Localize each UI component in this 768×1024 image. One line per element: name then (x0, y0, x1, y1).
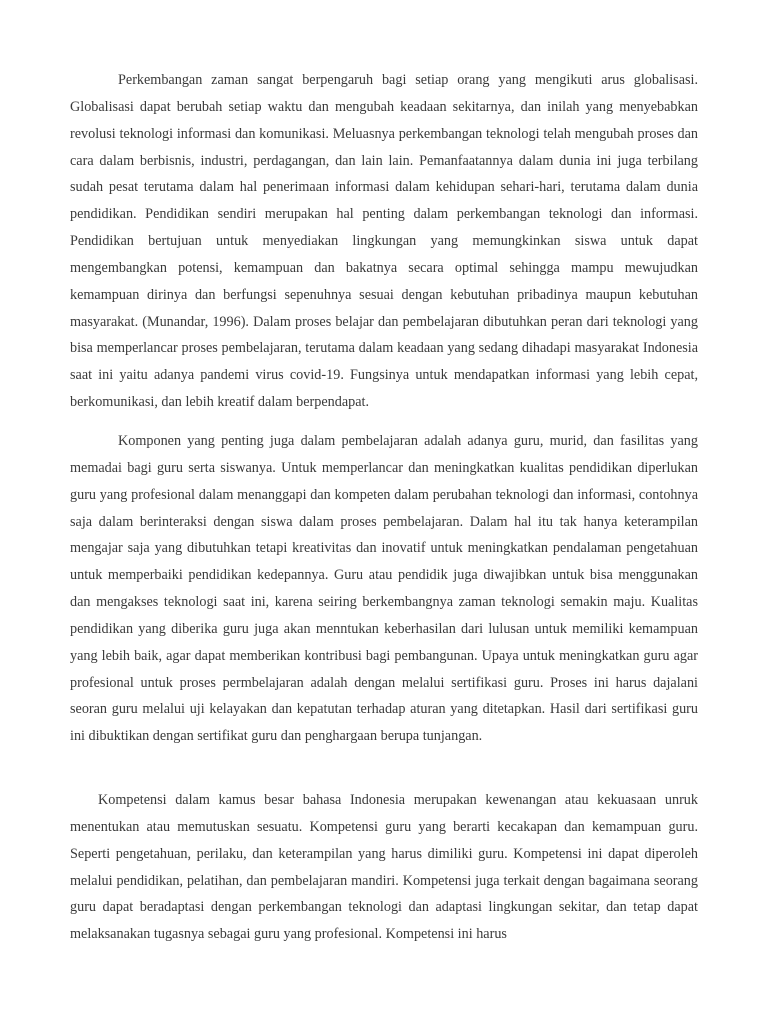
paragraph-block-2 (70, 428, 698, 750)
paragraph-block-3 (70, 787, 698, 948)
body-paragraph: Perkembangan zaman sangat berpengaruh bagi setiap orang yang mengikuti arus globalisasi. Globalisasi dapat berubah setiap waktu dan mengubah keadaan sekitarnya, dan inilah yang menyebabkan revolusi teknologi informasi dan komunikasi. Meluasnya perkembangan teknologi telah mengubah proses dan cara dalam berbisnis, industri, perdagangan, dan lain lain. Pemanfaatannya dalam dunia ini juga terbilang sudah pesat terutama dalam hal penerimaan informasi dalam kehidupan sehari-hari, terutama dalam dunia pendidikan. Pendidikan sendiri merupakan hal penting dalam perkembangan teknologi dan informasi. Pendidikan bertujuan untuk menyediakan lingkungan yang memungkinkan siswa untuk dapat mengembangkan potensi, kemampuan dan bakatnya secara optimal sehingga mampu mewujudkan kemampuan dirinya dan berfungsi sepenuhnya sesuai dengan kebutuhan pribadinya maupun kebutuhan masyarakat. (Munandar, 1996). Dalam proses belajar dan pembelajaran dibutuhkan peran dari teknologi yang bisa memperlancar proses pembelajaran, terutama dalam keadaan yang sedang dihadapi masyarakat Indonesia saat ini yaitu adanya pandemi virus covid-19. Fungsinya untuk mendapatkan informasi yang lebih cepat, berkomunikasi, dan lebih kreatif dalam berpendapat. (70, 72, 698, 411)
body-paragraph: Komponen yang penting juga dalam pembelajaran adalah adanya guru, murid, dan fasilitas yang memadai bagi guru serta siswanya. Untuk memperlancar dan meningkatkan kualitas pendidikan diperlukan guru yang profesional dalam menanggapi dan kompeten dalam perubahan teknologi dan informasi, contohnya saja dalam berinteraksi dengan siswa dalam proses pembelajaran. Dalam hal itu tak hanya keterampilan mengajar saja yang dibutuhkan tetapi kreativitas dan inovatif untuk meningkatkan pendalaman pengetahuan untuk memperbaiki pendidikan kedepannya. Guru atau pendidik juga diwajibkan untuk bisa menggunakan dan mengakses teknologi saat ini, karena seiring berkembangnya zaman teknologi semakin maju. Kualitas pendidikan yang diberika guru juga akan menntukan keberhasilan dari lulusan untuk memiliki kemampuan yang lebih baik, agar dapat memberikan kontribusi bagi pembangunan. Upaya untuk meningkatkan guru agar profesional untuk proses permbelajaran adalah dengan melalui sertifikasi guru. Proses ini harus dajalani seoran guru melalui uji kelayakan dan kepatutan terhadap aturan yang ditetapkan. Hasil dari sertifikasi guru ini dibuktikan dengan sertifikat guru dan penghargaan berupa tunjangan. (70, 433, 698, 745)
body-paragraph: Kompetensi dalam kamus besar bahasa Indonesia merupakan kewenangan atau kekuasaan unruk menentukan atau memutuskan sesuatu. Kompetensi guru yang berarti kecakapan dan kemampuan guru. Seperti pengetahuan, perilaku, dan keterampilan yang harus dimiliki guru. Kompetensi ini dapat diperoleh melalui pendidikan, pelatihan, dan pembelajaran mandiri. Kompetensi juga terkait dengan bagaimana seorang guru dapat beradaptasi dengan perkembangan teknologi dan adaptasi lingkungan sekitar, dan tetap dapat melaksanakan tugasnya sebagai guru yang profesional. Kompetensi ini harus (70, 792, 698, 943)
paragraph-block-1 (70, 67, 698, 416)
